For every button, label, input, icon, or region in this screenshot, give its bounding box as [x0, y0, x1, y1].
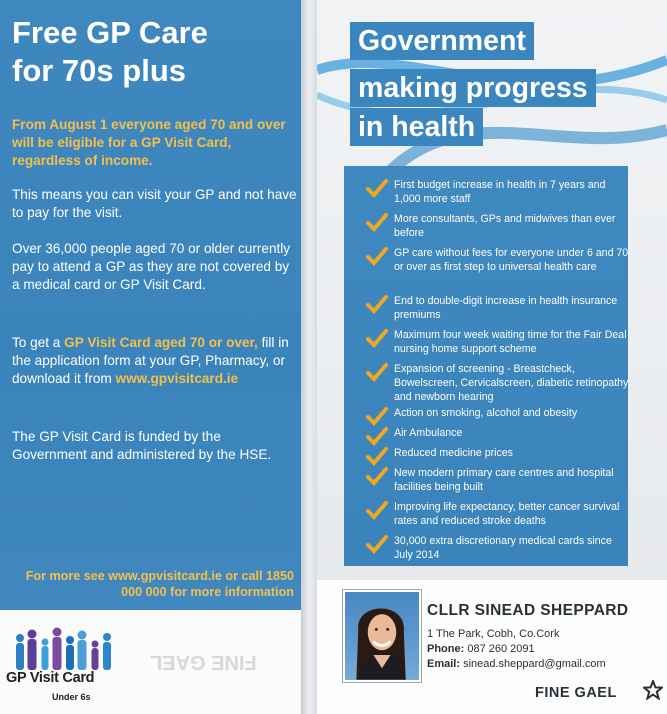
phone-label: Phone: [427, 643, 465, 655]
application-pre: To get a [12, 335, 65, 350]
check-icon [366, 362, 388, 382]
contact-card [317, 580, 667, 714]
check-icon [366, 212, 388, 232]
left-panel [0, 0, 301, 714]
statistic-text: Over 36,000 people aged 70 or older currently pay to attend a GP as they are not covered by a medical card or GP Visit Card. [12, 241, 291, 292]
party-name: FINE GAEL [535, 685, 617, 701]
more-info-text: For more see www.gpvisitcard.ie or call 1850 000 000 for more information [25, 569, 294, 599]
people-icon [12, 626, 122, 671]
check-icon [366, 426, 388, 446]
intro-text: From August 1 everyone aged 70 and over will be eligible for a GP Visit Card, regardless of income. [12, 117, 286, 168]
left-title [12, 14, 297, 90]
funding-text: The GP Visit Card is funded by the Government and administered by the HSE. [12, 429, 272, 462]
logo-subtitle: Under 6s [52, 692, 91, 702]
check-icon [366, 406, 388, 426]
application-text [12, 334, 297, 388]
councillor-photo [343, 590, 421, 682]
check-icon [366, 246, 388, 266]
achievements-list: First budget increase in health in 7 years and 1,000 more staff More consultants, GPs and midwives than ever before GP care without fees for everyone under 6 and 70 or over as first step to universal health care End to double-digit increase in health insurance premiums Maximum four week waiting time for the Fair Deal nursing home support scheme Expansion of screening - Breastcheck, Bowelscreen, Cervicalscreen, diabetic retinopathy and newborn hearing Action on smoking, alcohol and obesity Air Ambulance Reduced medicine prices New modern primary care centres and hospital facilities being built Improving life expectancy, better cancer survival rates and reduced stroke deaths 30,000 extra discretionary medical cards since July 2014 [344, 166, 628, 566]
check-icon [366, 446, 388, 466]
check-icon [366, 178, 388, 198]
party-star-icon [643, 680, 663, 700]
application-highlight: GP Visit Card aged 70 or over, [64, 335, 258, 350]
check-icon [366, 466, 388, 486]
page-fold [301, 0, 317, 714]
title-line-1: Free GP Care [12, 15, 208, 50]
headline-line-3: in health [350, 108, 483, 146]
portrait-image [345, 592, 419, 680]
application-mid: fill in the application form at your GP, Pharmacy, or download it from [12, 335, 289, 386]
email-line [427, 657, 606, 672]
check-icon [366, 294, 388, 314]
phone-number[interactable]: 087 260 2091 [467, 643, 535, 655]
check-icon [366, 534, 388, 554]
logo-title: GP Visit Card [6, 670, 95, 686]
title-line-2: for 70s plus [12, 53, 186, 88]
councillor-name: CLLR SINEAD SHEPPARD [427, 602, 629, 619]
right-panel [317, 0, 667, 714]
headline-line-1: Government [350, 22, 534, 60]
phone-line [427, 642, 535, 657]
left-blue-area [0, 0, 301, 610]
visit-text: This means you can visit your GP and not have to pay for the visit. [12, 187, 297, 220]
address-text: 1 The Park, Cobh, Co.Cork [427, 628, 560, 640]
ghost-print-text: FINE GAEL [150, 651, 257, 673]
check-icon [366, 328, 388, 348]
website-link[interactable]: www.gpvisitcard.ie [115, 371, 239, 386]
email-address[interactable]: sinead.sheppard@gmail.com [463, 658, 606, 670]
gp-visit-card-logo [4, 626, 134, 710]
headline-line-2: making progress [350, 69, 596, 107]
email-label: Email: [427, 658, 461, 670]
check-icon [366, 500, 388, 520]
